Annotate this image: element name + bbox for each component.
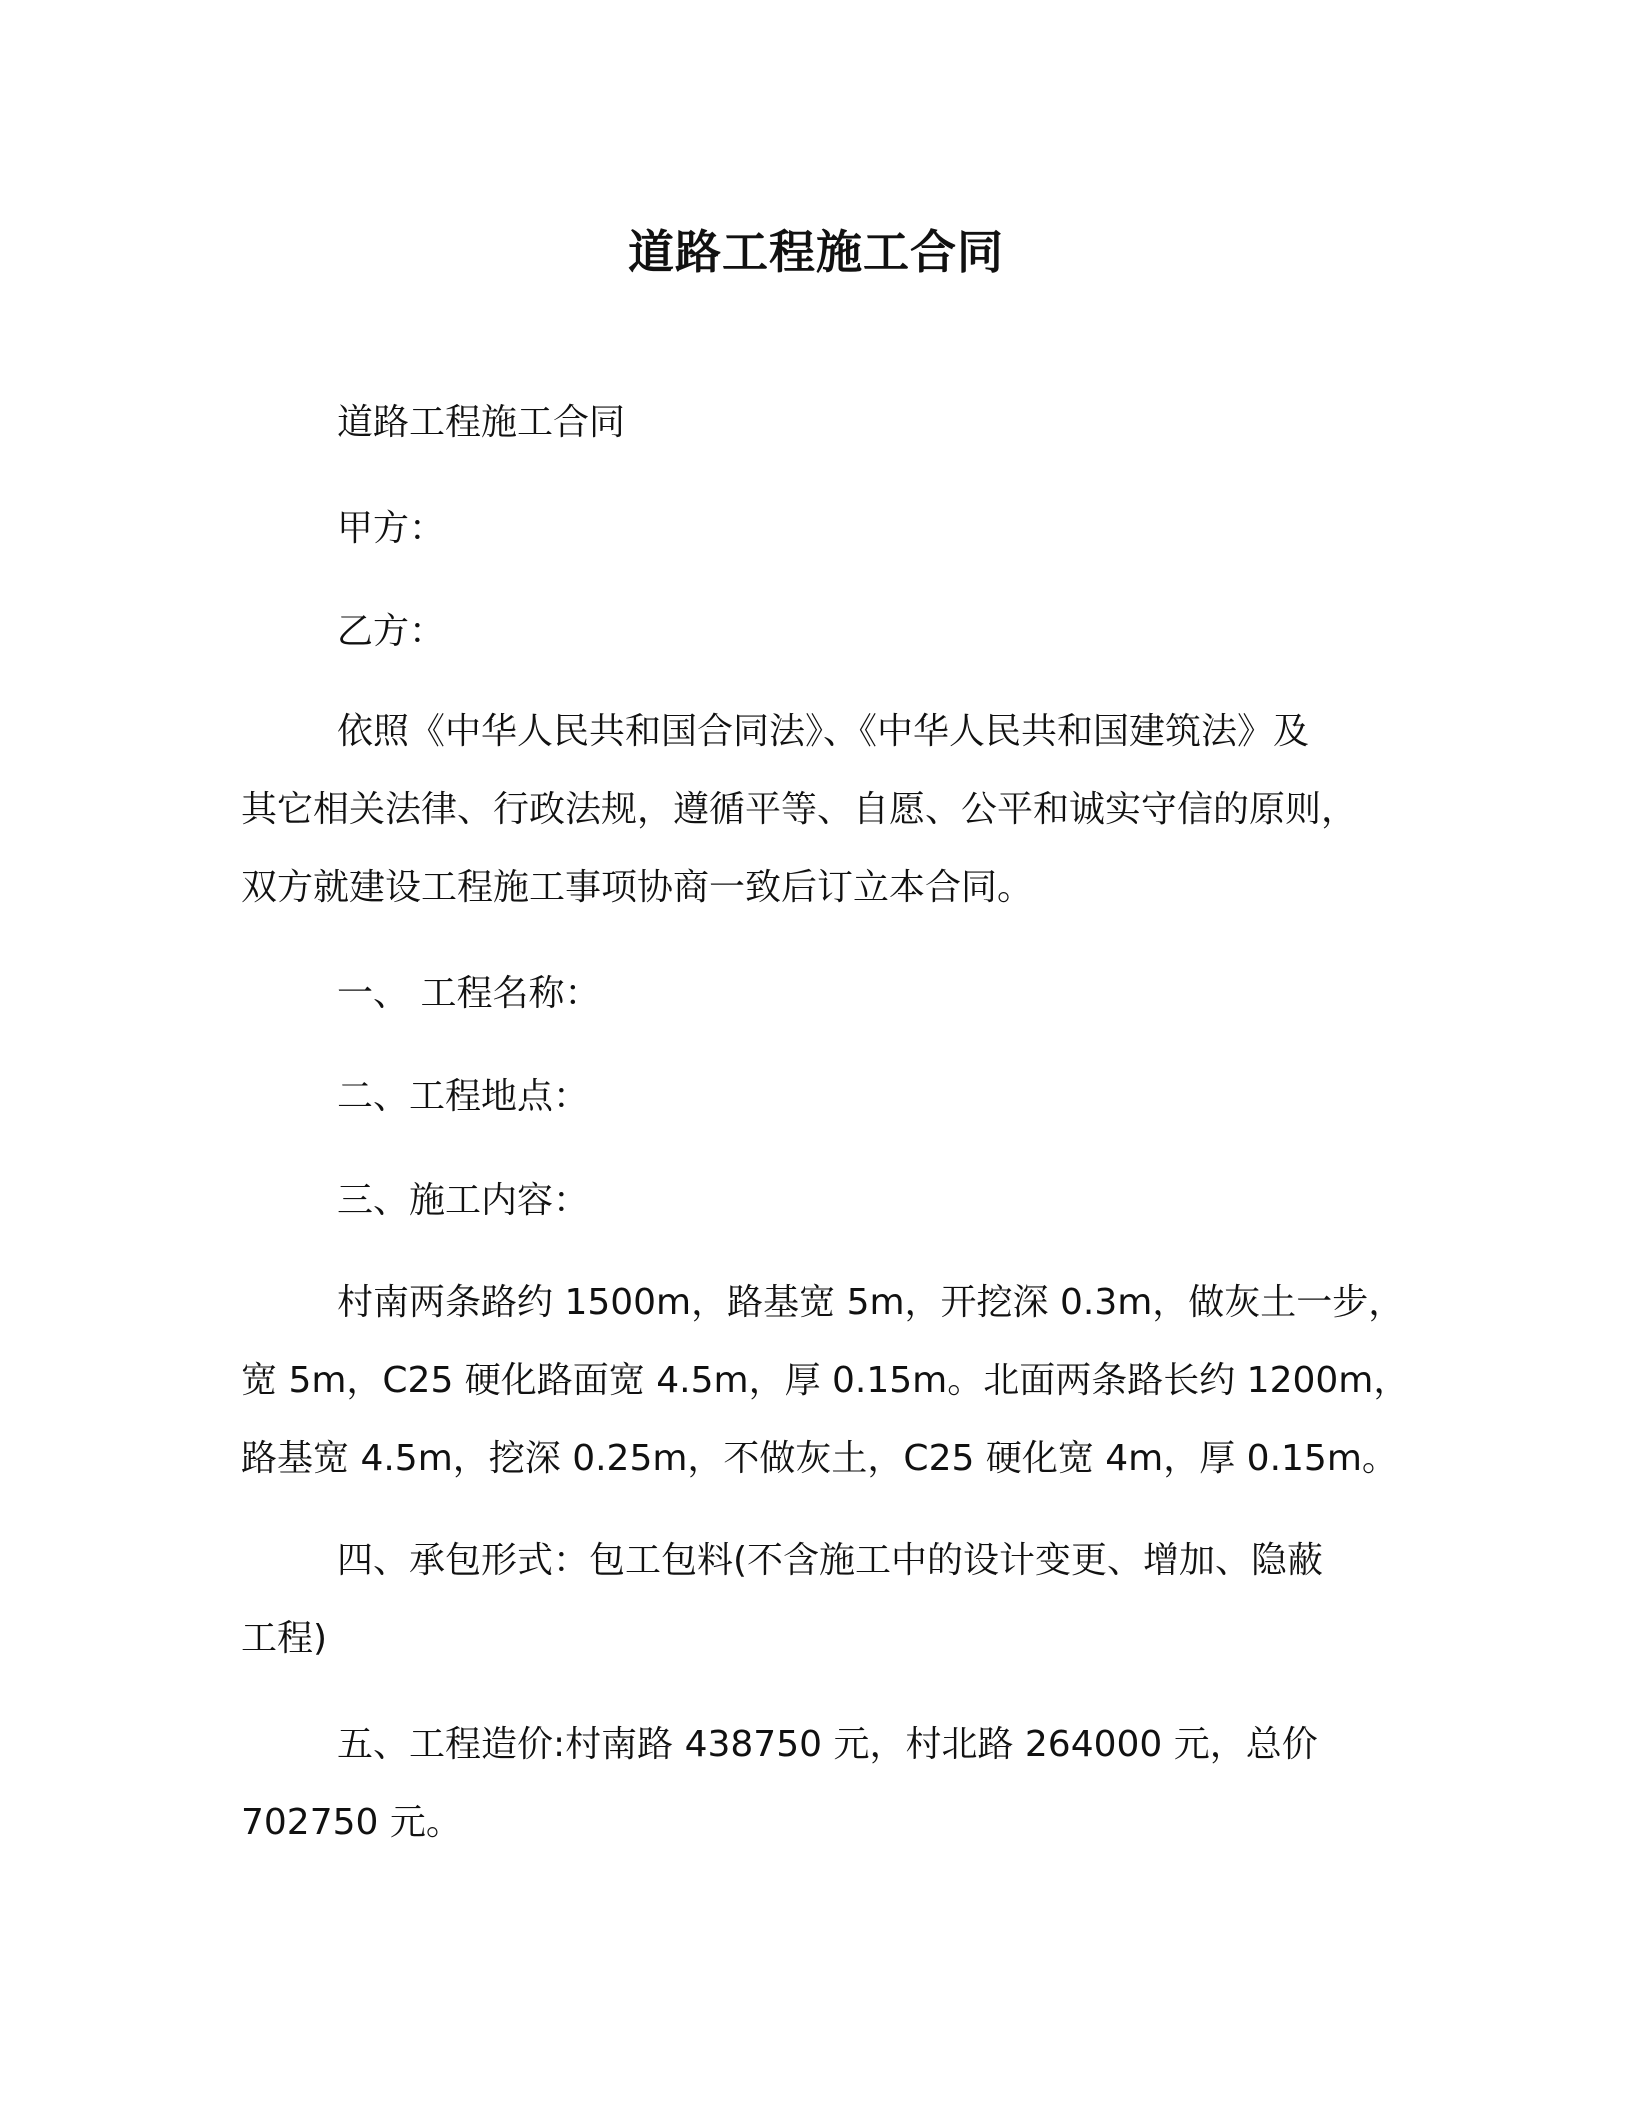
clause-project-name: 一、 工程名称： [337,973,601,1014]
preamble-line-3: 双方就建设工程施工事项协商一致后订立本合同。 [241,867,1034,908]
clause-contract-form-line-1: 四、承包形式：包工包料(不含施工中的设计变更、增加、隐蔽 [337,1540,1324,1581]
clause-project-cost-line-2: 702750 元。 [241,1802,462,1843]
preamble-line-2: 其它相关法律、行政法规，遵循平等、自愿、公平和诚实守信的原则， [241,789,1358,830]
clause-project-location: 二、工程地点： [337,1076,590,1117]
content-line-1: 村南两条路约 1500m，路基宽 5m，开挖深 0.3m，做灰土一步， [337,1282,1405,1323]
party-b-label: 乙方： [337,611,446,652]
party-a-label: 甲方： [337,508,446,549]
contract-heading: 道路工程施工合同 [337,402,626,443]
clause-project-cost-line-1: 五、工程造价:村南路 438750 元，村北路 264000 元，总价 [337,1724,1318,1765]
document-title: 道路工程施工合同 [628,225,1004,279]
preamble-line-1: 依照《中华人民共和国合同法》、《中华人民共和国建筑法》及 [337,711,1310,752]
content-line-3: 路基宽 4.5m，挖深 0.25m，不做灰土，C25 硬化宽 4m，厚 0.15m。 [241,1438,1398,1479]
content-line-2: 宽 5m，C25 硬化路面宽 4.5m，厚 0.15m。北面两条路长约 1200m， [241,1360,1410,1401]
clause-contract-form-line-2: 工程) [241,1618,328,1659]
clause-construction-content: 三、施工内容： [337,1180,590,1221]
